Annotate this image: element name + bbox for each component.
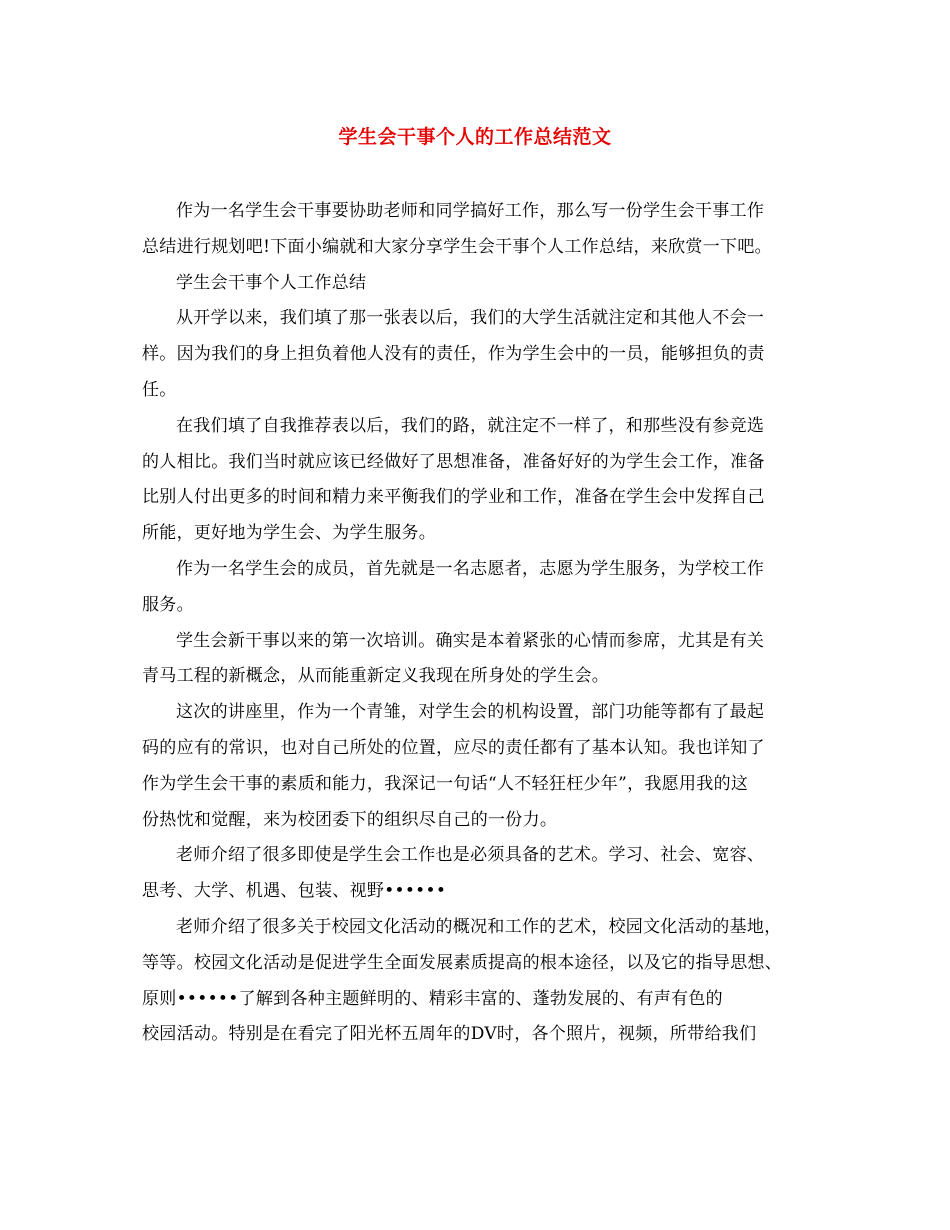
body-text-line: 老师介绍了很多即使是学生会工作也是必须具备的艺术。学习、社会、宽容、 [176, 845, 765, 866]
body-text-line: 作为一名学生会的成员，首先就是一名志愿者，志愿为学生服务，为学校工作 [176, 558, 765, 579]
body-text-line: 的人相比。我们当时就应该已经做好了思想准备，准备好好的为学生会工作，准备 [142, 451, 765, 472]
body-text-line: 青马工程的新概念，从而能重新定义我现在所身处的学生会。 [142, 666, 610, 687]
body-text-line: 从开学以来，我们填了那一张表以后，我们的大学生活就注定和其他人不会一 [176, 308, 765, 329]
body-text-line: 老师介绍了很多关于校园文化活动的概况和工作的艺术，校园文化活动的基地， [176, 916, 782, 937]
document-title: 学生会干事个人的工作总结范文 [338, 126, 612, 148]
body-text-line: 学生会干事个人工作总结 [176, 272, 367, 293]
body-text-line: 原则••••••了解到各种主题鲜明的、精彩丰富的、蓬勃发展的、有声有色的 [142, 988, 723, 1009]
body-text-line: 所能，更好地为学生会、为学生服务。 [142, 523, 437, 544]
body-text-line: 服务。 [142, 594, 194, 615]
body-text-line: 在我们填了自我推荐表以后，我们的路，就注定不一样了，和那些没有参竞选 [176, 415, 765, 436]
body-text-line: 这次的讲座里，作为一个青雏，对学生会的机构设置，部门功能等都有了最起 [176, 702, 765, 723]
body-text-line: 作为学生会干事的素质和能力，我深记一句话“人不轻狂枉少年”，我愿用我的这 [142, 773, 749, 794]
body-text-line: 码的应有的常识，也对自己所处的位置，应尽的责任都有了基本认知。我也详知了 [142, 737, 765, 758]
body-text-line: 份热忱和觉醒，来为校团委下的组织尽自己的一份力。 [142, 809, 558, 830]
body-text-line: 比别人付出更多的时间和精力来平衡我们的学业和工作，准备在学生会中发挥自己 [142, 487, 765, 508]
body-text-line: 等等。校园文化活动是促进学生全面发展素质提高的根本途径，以及它的指导思想、 [142, 952, 783, 973]
body-text-line: 学生会新干事以来的第一次培训。确实是本着紧张的心情而参席，尤其是有关 [176, 630, 765, 651]
body-text-line: 校园活动。特别是在看完了阳光杯五周年的DV时，各个照片，视频，所带给我们 [142, 1024, 757, 1045]
body-text-line: 任。 [142, 379, 177, 400]
body-text-line: 样。因为我们的身上担负着他人没有的责任，作为学生会中的一员，能够担负的责 [142, 344, 765, 365]
body-text-line: 作为一名学生会干事要协助老师和同学搞好工作，那么写一份学生会干事工作 [176, 201, 765, 221]
body-text-line: 总结进行规划吧!下面小编就和大家分享学生会干事个人工作总结，来欣赏一下吧。 [142, 236, 772, 257]
document-body [142, 194, 822, 1053]
body-text-line: 思考、大学、机遇、包装、视野•••••• [142, 881, 447, 902]
